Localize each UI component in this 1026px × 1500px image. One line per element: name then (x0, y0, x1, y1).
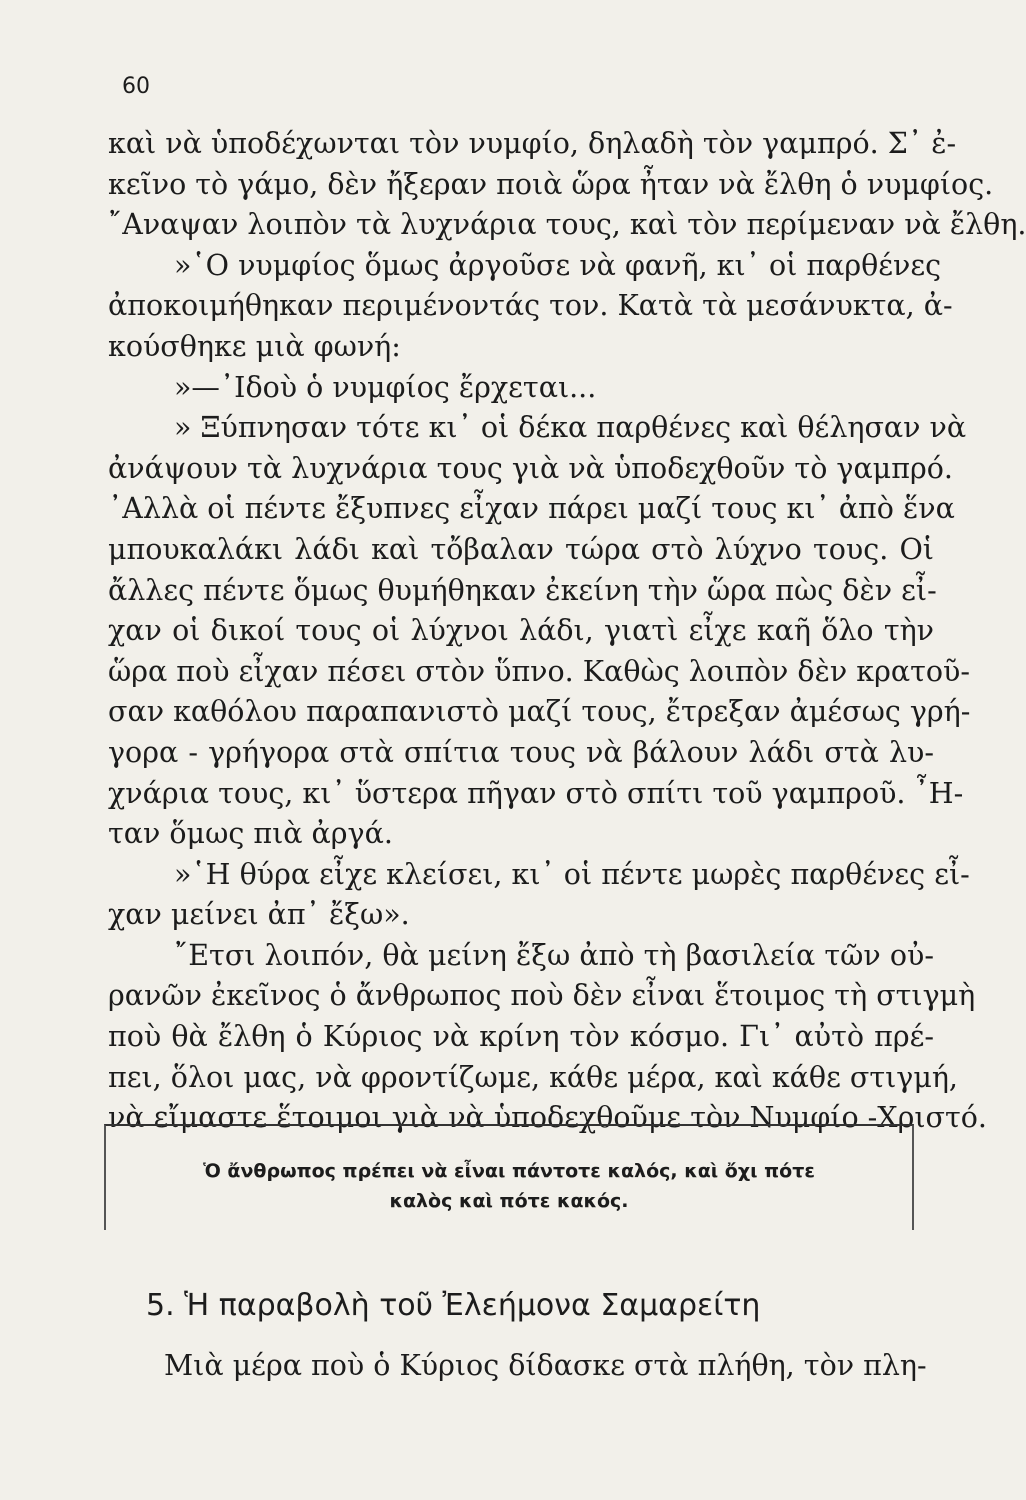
text-line: ἄλλες πέντε ὅμως θυμήθηκαν ἐκείνη τὴν ὥρα πὼς δὲν εἶ- (108, 573, 937, 607)
text-line: ποὺ θὰ ἔλθη ὁ Κύριος νὰ κρίνη τὸν κόσμο. Γι᾿ αὐτὸ πρέ- (108, 1020, 934, 1054)
text-line: ῎Ετσι λοιπόν, θὰ μείνη ἔξω ἀπὸ τὴ βασιλεία τῶν οὐ- (174, 938, 934, 972)
text-line: νὰ εἴμαστε ἕτοιμοι γιὰ νὰ ὑποδεχθοῦμε τὸν Νυμφίο -Χριστό. (108, 1101, 987, 1135)
text-line: χαν μείνει ἀπ᾿ ἔξω». (108, 898, 410, 932)
text-line: κεῖνο τὸ γάμο, δὲν ἤξεραν ποιὰ ὥρα ἦταν νὰ ἔλθη ὁ νυμφίος. (108, 167, 994, 201)
text-line: »῾Η θύρα εἶχε κλείσει, κι᾿ οἱ πέντε μωρὲς παρθένες εἶ- (174, 857, 970, 891)
text-line: »—᾿Ιδοὺ ὁ νυμφίος ἔρχεται... (174, 370, 597, 404)
text-line: χνάρια τους, κι᾿ ὕστερα πῆγαν στὸ σπίτι τοῦ γαμπροῦ. ῏Η- (108, 776, 964, 810)
text-line: μπουκαλάκι λάδι καὶ τὄβαλαν τώρα στὸ λύχνο τους. Οἱ (108, 532, 934, 566)
text-line: πει, ὅλοι μας, νὰ φροντίζωμε, κάθε μέρα, καὶ κάθε στιγμή, (108, 1060, 958, 1094)
text-line: » Ξύπνησαν τότε κι᾿ οἱ δέκα παρθένες καὶ θέλησαν νὰ (174, 411, 967, 445)
boxed-quote (104, 1124, 914, 1230)
section-first-line: Μιὰ μέρα ποὺ ὁ Κύριος δίδασκε στὰ πλήθη, τὸν πλη- (164, 1349, 927, 1382)
text-line: ρανῶν ἐκεῖνος ὁ ἄνθρωπος ποὺ δὲν εἶναι ἕτοιμος τὴ στιγμὴ (108, 979, 976, 1013)
quote-line: καλὸς καὶ πότε κακός. (389, 1190, 629, 1212)
text-line: ᾿Αλλὰ οἱ πέντε ἔξυπνες εἶχαν πάρει μαζί τους κι᾿ ἀπὸ ἕνα (108, 492, 955, 526)
text-line: καὶ νὰ ὑποδέχωνται τὸν νυμφίο, δηλαδὴ τὸν γαμπρό. Σ᾿ ἐ- (108, 127, 957, 160)
text-line: σαν καθόλου παραπανιστὸ μαζί τους, ἔτρεξαν ἀμέσως γρή- (108, 695, 971, 729)
text-line: χαν οἱ δικοί τους οἱ λύχνοι λάδι, γιατὶ εἶχε καῆ ὅλο τὴν (108, 614, 934, 648)
body-text (108, 124, 1026, 1139)
quote-line: Ὁ ἄνθρωπος πρέπει νὰ εἶναι πάντοτε καλός, καὶ ὄχι πότε (203, 1160, 815, 1182)
text-line: κούσθηκε μιὰ φωνή: (108, 329, 401, 363)
text-line: ἀποκοιμήθηκαν περιμένοντάς τον. Κατὰ τὰ μεσάνυκτα, ἀ- (108, 289, 953, 323)
text-line: ῎Αναψαν λοιπὸν τὰ λυχνάρια τους, καὶ τὸν περίμεναν νὰ ἔλθη. (108, 208, 1026, 242)
text-line: γορα - γρήγορα στὰ σπίτια τους νὰ βάλουν λάδι στὰ λυ- (108, 735, 934, 769)
text-line: ἀνάψουν τὰ λυχνάρια τους γιὰ νὰ ὑποδεχθοῦν τὸ γαμπρό. (108, 451, 953, 485)
page-number: 60 (122, 74, 150, 99)
text-line: ὥρα ποὺ εἶχαν πέσει στὸν ὕπνο. Καθὼς λοιπὸν δὲν κρατοῦ- (108, 654, 970, 688)
section-heading: 5. Ἡ παραβολὴ τοῦ Ἐλεήμονα Σαμαρείτη (146, 1288, 761, 1323)
text-line: ταν ὅμως πιὰ ἀργά. (108, 817, 393, 851)
text-line: »῾Ο νυμφίος ὅμως ἀργοῦσε νὰ φανῆ, κι᾿ οἱ παρθένες (174, 248, 942, 282)
